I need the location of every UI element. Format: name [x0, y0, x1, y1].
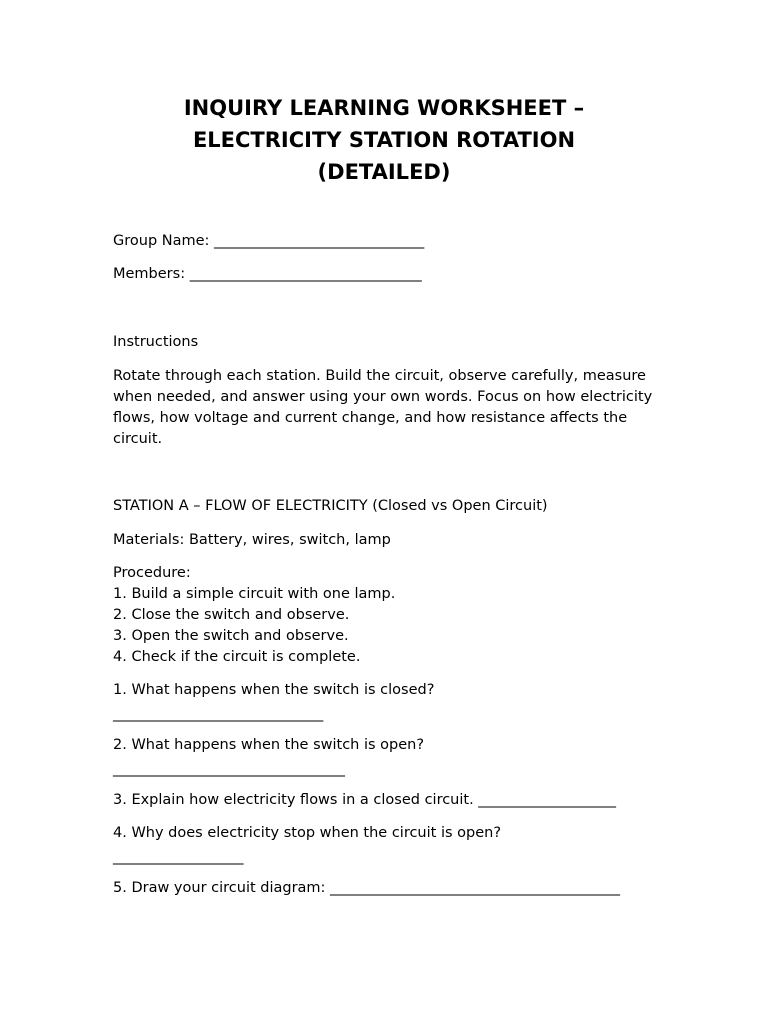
question-4: 4. Why does electricity stop when the circuit is open?	[113, 825, 502, 841]
procedure-step: 4. Check if the circuit is complete.	[113, 649, 361, 665]
answer-line-2: ________________________________	[113, 761, 345, 777]
station-a-heading: STATION A – FLOW OF ELECTRICITY (Closed vs Open Circuit)	[113, 498, 548, 514]
instructions-body: Rotate through each station. Build the circuit, observe carefully, measure when needed, and answer using your own words. Focus on how electricity flows, how voltage and current change, and how resistance affects the circuit.	[113, 368, 653, 447]
question-1: 1. What happens when the switch is closed?	[113, 682, 435, 698]
answer-line-4: __________________	[113, 849, 244, 865]
title-line-2: ELECTRICITY STATION ROTATION	[192, 128, 576, 152]
procedure-step: 2. Close the switch and observe.	[113, 607, 350, 623]
instructions-heading: Instructions	[113, 334, 199, 350]
title-line-3: (DETAILED)	[317, 160, 451, 184]
question-5: 5. Draw your circuit diagram: ________________________________________	[113, 880, 621, 896]
title-line-1: INQUIRY LEARNING WORKSHEET –	[183, 96, 585, 120]
worksheet-title	[113, 92, 655, 188]
procedure-heading: Procedure:	[113, 565, 191, 581]
answer-line-1: _____________________________	[113, 706, 324, 722]
question-2: 2. What happens when the switch is open?	[113, 737, 425, 753]
materials-line: Materials: Battery, wires, switch, lamp	[113, 532, 391, 548]
question-3: 3. Explain how electricity flows in a closed circuit. ___________________	[113, 792, 617, 808]
procedure-step: 3. Open the switch and observe.	[113, 628, 349, 644]
group-name-field: Group Name: _____________________________	[113, 233, 425, 249]
members-field: Members: ________________________________	[113, 266, 422, 282]
procedure-step: 1. Build a simple circuit with one lamp.	[113, 586, 396, 602]
